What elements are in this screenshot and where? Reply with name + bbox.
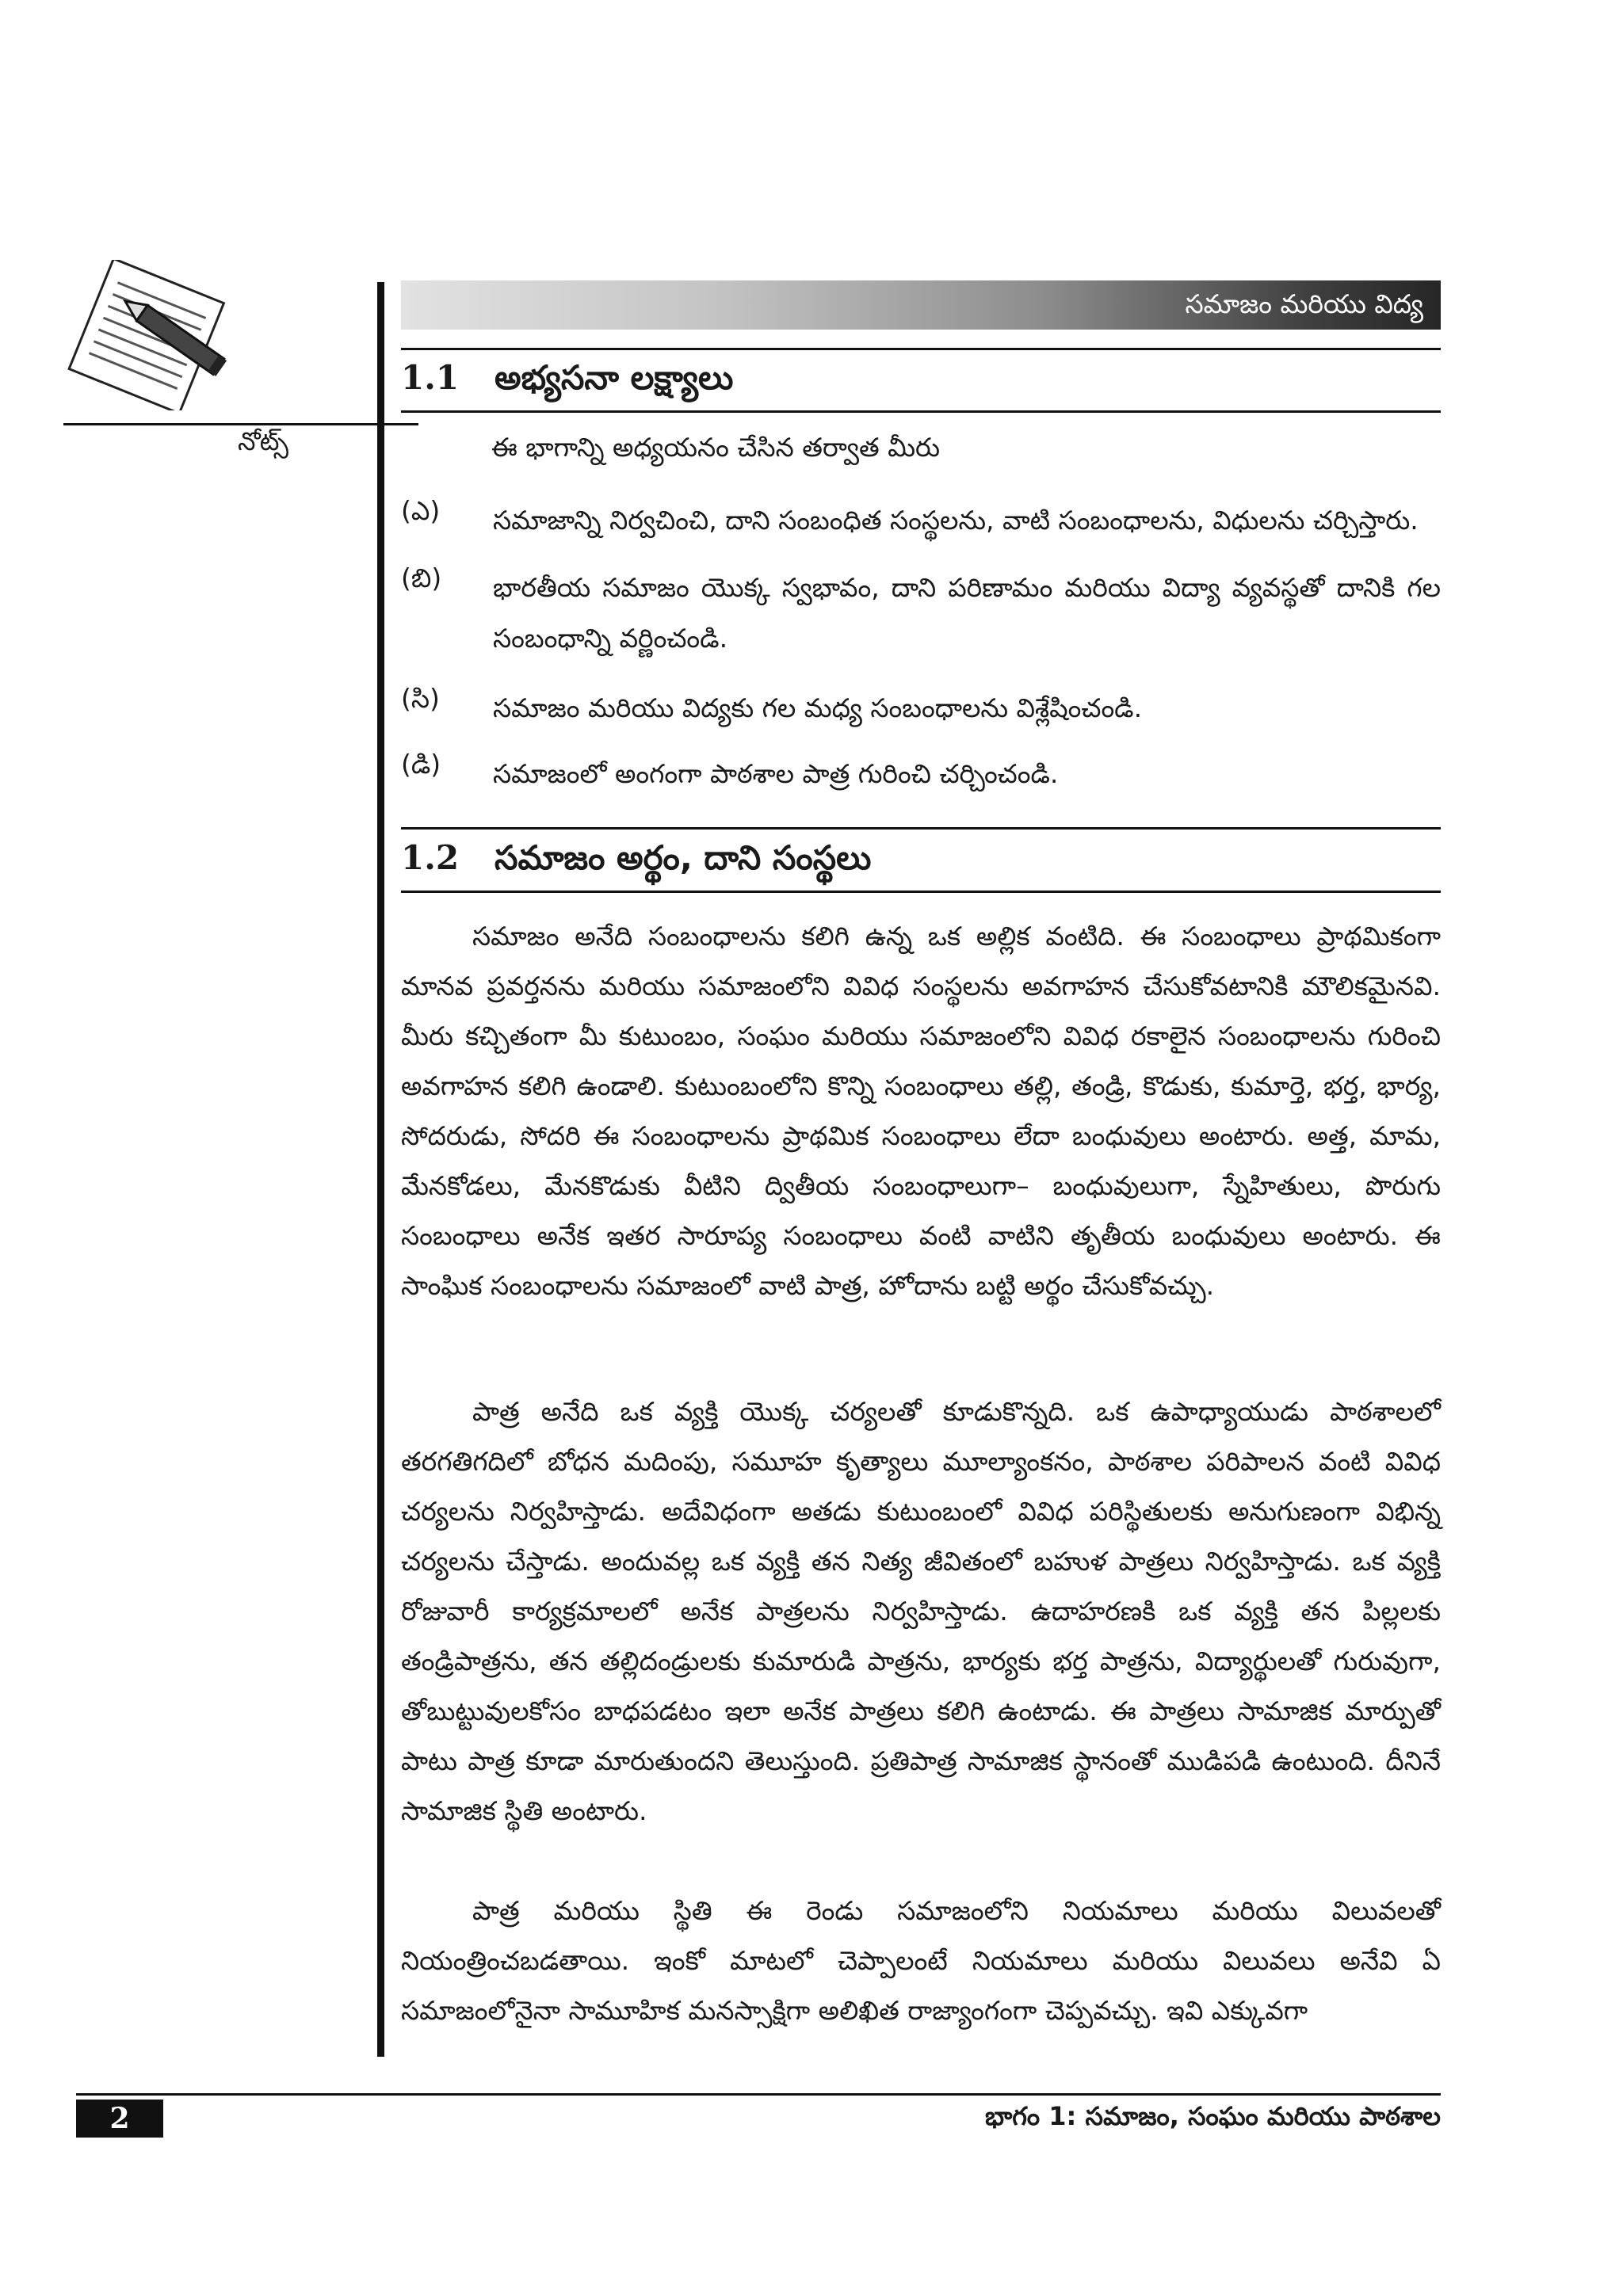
section-number: 1.1 [401, 358, 460, 397]
objectives-intro: ఈ భాగాన్ని అధ్యయనం చేసిన తర్వాత మీరు [491, 432, 941, 463]
objective-marker: (డి) [401, 749, 441, 780]
section-heading [401, 838, 871, 886]
body-paragraph: సమాజం అనేది సంబంధాలను కలిగి ఉన్న ఒక అల్లిక వంటిది. ఈ సంబంధాలు ప్రాథమికంగా మానవ ప్రవర్తనను మరియు సమాజంలోని వివిధ సంస్థలను అవగాహన చేసుకోవటానికి మౌలికమైనవి. మీరు కచ్చితంగా మీ కుటుంబం, సంఘం మరియు సమాజంలోని వివిధ రకాలైన సంబంధాలను గురించి అవగాహన కలిగి ఉండాలి. కుటుంబంలోని కొన్ని సంబంధాలు తల్లి, తండ్రి, కొడుకు, కుమార్తె, భర్త, భార్య, సోదరుడు, సోదరి ఈ సంబంధాలను ప్రాథమిక సంబంధాలు లేదా బంధువులు అంటారు. అత్త, మామ, మేనకోడలు, మేనకొడుకు వీటిని ద్వితీయ సంబంధాలుగా– బంధువులుగా, స్నేహితులు, పొరుగు సంబంధాలు అనేక ఇతర సారూప్య సంబంధాలు వంటి వాటిని తృతీయ బంధువులు అంటారు. ఈ సాంఘిక సంబంధాలను సమాజంలో వాటి పాత్ర, హోదాను బట్టి అర్థం చేసుకోవచ్చు. [401, 921, 1441, 1301]
header-title: సమాజం మరియు విద్య [1185, 288, 1423, 319]
section-rule-top [401, 348, 1441, 350]
section-rule-top [401, 827, 1441, 830]
objective-item [401, 563, 1441, 664]
section-number: 1.2 [401, 838, 460, 877]
objective-item [401, 683, 1441, 734]
section-rule-bottom [401, 410, 1441, 413]
notes-label: నోట్స్ [238, 426, 289, 456]
objective-marker: (సి) [401, 683, 440, 714]
section-title: అభ్యసనా లక్ష్యాలు [495, 358, 734, 397]
notes-icon [49, 260, 239, 410]
objective-text: సమాజం మరియు విద్యకు గల మధ్య సంబంధాలను విశ్లేషించండి. [493, 692, 1143, 723]
page-number: 2 [76, 2100, 163, 2138]
objective-item [401, 495, 1441, 546]
objective-text: భారతీయ సమాజం యొక్క స్వభావం, దాని పరిణామం మరియు విద్యా వ్యవస్థతో దానికి గల సంబంధాన్ని వర్ణించండి. [493, 572, 1441, 654]
objective-item [401, 749, 1441, 799]
footer-title: భాగం 1: సమాజం, సంఘం మరియు పాఠశాల [984, 2101, 1441, 2131]
body-paragraph: పాత్ర అనేది ఒక వ్యక్తి యొక్క చర్యలతో కూడుకొన్నది. ఒక ఉపాధ్యాయుడు పాఠశాలలో తరగతిగదిలో బోధన మదింపు, సమూహ కృత్యాలు మూల్యాంకనం, పాఠశాల పరిపాలన వంటి వివిధ చర్యలను నిర్వహిస్తాడు. అదేవిధంగా అతడు కుటుంబంలో వివిధ పరిస్థితులకు అనుగుణంగా విభిన్న చర్యలను చేస్తాడు. అందువల్ల ఒక వ్యక్తి తన నిత్య జీవితంలో బహుళ పాత్రలు నిర్వహిస్తాడు. ఒక వ్యక్తి రోజువారీ కార్యక్రమాలలో అనేక పాత్రలను నిర్వహిస్తాడు. ఉదాహరణకి ఒక వ్యక్తి తన పిల్లలకు తండ్రిపాత్రను, తన తల్లిదండ్రులకు కుమారుడి పాత్రను, భార్యకు భర్త పాత్రను, విద్యార్థులతో గురువుగా, తోబుట్టువులకోసం బాధపడటం ఇలా అనేక పాత్రలు కలిగి ఉంటాడు. ఈ పాత్రలు సామాజిక మార్పుతో పాటు పాత్ర కూడా మారుతుందని తెలుస్తుంది. ప్రతిపాత్ర సామాజిక స్థానంతో ముడిపడి ఉంటుంది. దీనినే సామాజిక స్థితి అంటారు. [401, 1396, 1441, 1826]
objective-text: సమాజంలో అంగంగా పాఠశాల పాత్ర గురించి చర్చించండి. [493, 758, 1059, 789]
objective-marker: (బి) [401, 563, 442, 593]
section-title: సమాజం అర్థం, దాని సంస్థలు [495, 838, 872, 877]
header-band [401, 280, 1441, 330]
body-paragraph: పాత్ర మరియు స్థితి ఈ రెండు సమాజంలోని నియమాలు మరియు విలువలతో నియంత్రించబడతాయి. ఇంకో మాటలో చెప్పాలంటే నియమాలు మరియు విలువలు అనేవి ఏ సమాజంలోనైనా సామూహిక మనస్సాక్షిగా అలిఖిత రాజ్యాంగంగా చెప్పవచ్చు. ఇవి ఎక్కువగా [401, 1895, 1441, 2026]
objective-marker: (ఎ) [401, 495, 441, 526]
section-rule-bottom [401, 891, 1441, 893]
margin-bar [377, 282, 384, 2057]
notes-rule [63, 423, 418, 425]
section-heading [401, 358, 733, 406]
objective-text: సమాజాన్ని నిర్వచించి, దాని సంబంధిత సంస్థలను, వాటి సంబంధాలను, విధులను చర్చిస్తారు. [493, 505, 1419, 536]
footer-rule [76, 2093, 1441, 2096]
